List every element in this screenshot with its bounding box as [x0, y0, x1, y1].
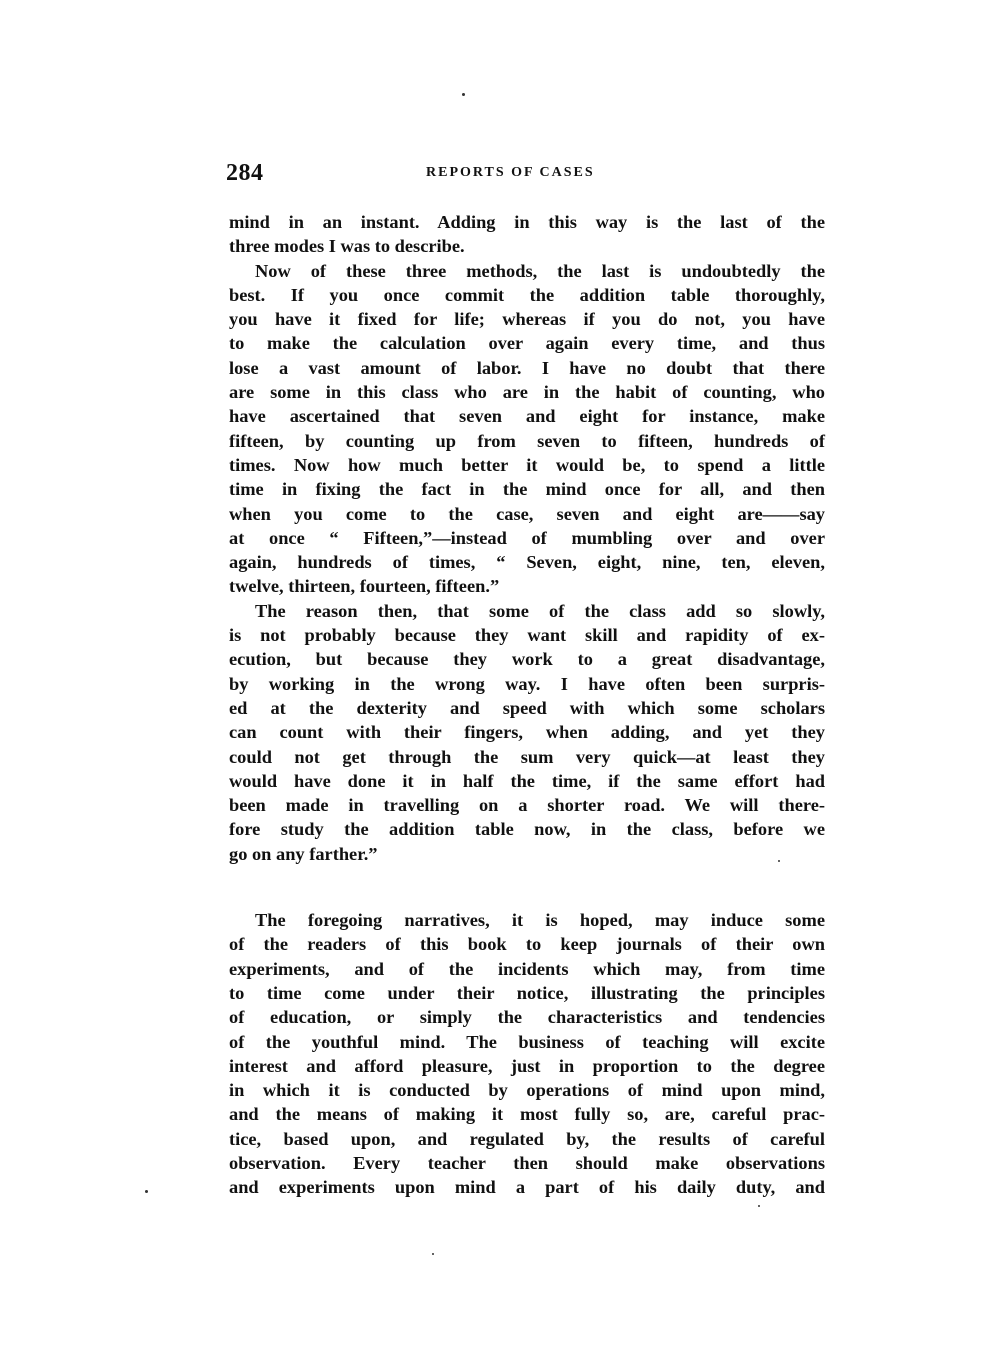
text-line: you have it fixed for life; whereas if you do not, you have	[229, 309, 825, 330]
text-line: could not get through the sum very quick—at least they	[229, 746, 825, 767]
scan-speck	[778, 860, 780, 862]
text-line: at once “ Fifteen,”—instead of mumbling over and over	[229, 527, 825, 548]
running-title: REPORTS OF CASES	[426, 165, 595, 180]
text-line: to make the calculation over again every time, and thus	[229, 333, 825, 354]
text-line: again, hundreds of times, “ Seven, eight, nine, ten, eleven,	[229, 552, 825, 573]
text-line: is not probably because they want skill and rapidity of ex-	[229, 625, 825, 646]
text-line: The foregoing narratives, it is hoped, may induce some	[255, 910, 825, 931]
text-line: of the readers of this book to keep journals of their own	[229, 934, 825, 955]
paragraph	[229, 210, 825, 259]
text-line: three modes I was to describe.	[229, 236, 465, 257]
text-line: have ascertained that seven and eight for instance, make	[229, 406, 825, 427]
text-line: fifteen, by counting up from seven to fifteen, hundreds of	[229, 430, 825, 451]
text-line: tice, based upon, and regulated by, the results of careful	[229, 1128, 825, 1149]
text-line: are some in this class who are in the habit of counting, who	[229, 382, 825, 403]
text-line: and experiments upon mind a part of his daily duty, and	[229, 1177, 825, 1198]
text-line: Now of these three methods, the last is undoubtedly the	[255, 260, 825, 281]
text-line: mind in an instant. Adding in this way is the last of the	[229, 212, 825, 232]
scan-speck	[462, 93, 465, 96]
text-line: been made in travelling on a shorter road. We will there-	[229, 795, 825, 816]
text-line: in which it is conducted by operations of mind upon mind,	[229, 1080, 825, 1101]
text-line: experiments, and of the incidents which may, from time	[229, 958, 825, 979]
text-line: The reason then, that some of the class add so slowly,	[255, 600, 825, 621]
text-line: best. If you once commit the addition table thoroughly,	[229, 284, 825, 305]
scan-speck	[432, 1253, 434, 1255]
scan-speck	[145, 1190, 148, 1193]
text-line: go on any farther.”	[229, 843, 378, 864]
paragraph	[229, 908, 825, 1200]
text-line: time in fixing the fact in the mind once for all, and then	[229, 479, 825, 500]
text-line: would have done it in half the time, if the same effort had	[229, 770, 825, 791]
text-line: interest and afford pleasure, just in proportion to the degree	[229, 1055, 825, 1076]
paragraph	[229, 599, 825, 866]
section-gap	[229, 866, 825, 908]
text-line: to time come under their notice, illustrating the principles	[229, 982, 825, 1003]
text-line: and the means of making it most fully so, are, careful prac-	[229, 1104, 825, 1125]
text-line: by working in the wrong way. I have often been surpris-	[229, 673, 825, 694]
page-number: 284	[226, 160, 264, 186]
text-line: can count with their fingers, when adding, and yet they	[229, 722, 825, 743]
running-head	[226, 160, 826, 192]
text-line: when you come to the case, seven and eight are——say	[229, 503, 825, 524]
text-line: lose a vast amount of labor. I have no doubt that there	[229, 357, 825, 378]
text-line: of the youthful mind. The business of teaching will excite	[229, 1031, 825, 1052]
text-line: twelve, thirteen, fourteen, fifteen.”	[229, 576, 500, 597]
scan-speck	[758, 1205, 760, 1207]
text-line: times. Now how much better it would be, to spend a little	[229, 454, 825, 475]
text-line: of education, or simply the characteristics and tendencies	[229, 1007, 825, 1028]
text-line: ecution, but because they work to a great disadvantage,	[229, 649, 825, 670]
text-line: ed at the dexterity and speed with which some scholars	[229, 697, 825, 718]
paragraph	[229, 259, 825, 599]
body-text	[229, 210, 825, 1200]
text-line: fore study the addition table now, in the class, before we	[229, 819, 825, 840]
text-line: observation. Every teacher then should make observations	[229, 1152, 825, 1173]
